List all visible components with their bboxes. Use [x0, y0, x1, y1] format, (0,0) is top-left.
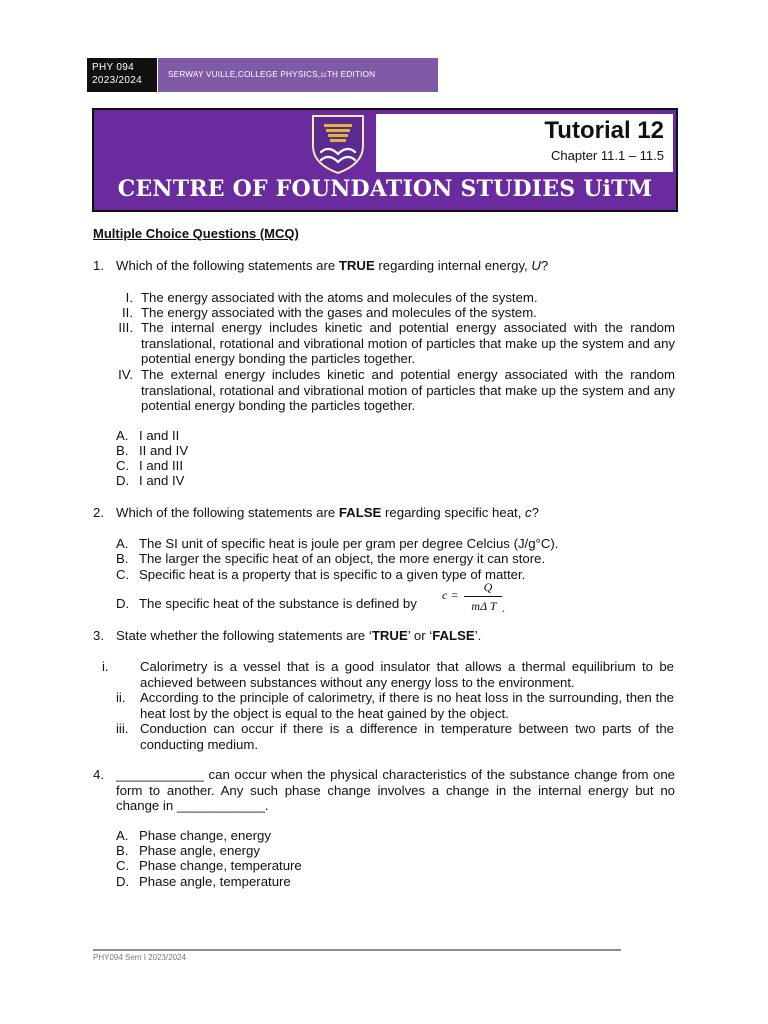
tutorial-title: Tutorial 12 [544, 117, 664, 144]
q2-option-label: C. [116, 567, 130, 582]
q4-option: Phase angle, temperature [139, 874, 291, 889]
q3-stem-text-2: ’ or ‘ [407, 628, 433, 643]
q2-option-label: B. [116, 551, 129, 566]
q4-option: Phase angle, energy [139, 843, 260, 858]
q1-statement: The external energy includes kinetic and potential energy associated with the random translational, rotational and vibrational motion of particles that make up the system and any potential energy bonding the particles together. [141, 367, 675, 413]
q3-statement: According to the principle of calorimetry, if there is no heat loss in the surrounding, then the heat lost by the object is equal to the heat gained by the object. [140, 690, 674, 721]
q2-stem [116, 505, 675, 521]
q1-variable: U [531, 258, 541, 273]
uitm-logo-icon [307, 112, 369, 176]
q2-number: 2. [93, 505, 104, 520]
q4-option: Phase change, temperature [139, 858, 302, 873]
q2-option: The specific heat of the substance is defined by [139, 596, 417, 611]
q2-stem-text-2: regarding specific heat, [381, 505, 526, 520]
q3-statement-label: iii. [116, 721, 129, 736]
textbook-title: SERWAY VUILLE,COLLEGE PHYSICS, [168, 70, 321, 79]
q1-option-label: D. [116, 473, 130, 488]
formula-numerator: Q [483, 580, 493, 594]
q3-keyword-false: FALSE [432, 628, 475, 643]
centre-title: CENTRE OF FOUNDATION STUDIES UiTM [117, 176, 653, 202]
q1-statement-label: II. [122, 305, 133, 320]
textbook-edition-suffix: TH EDITION [326, 70, 376, 79]
q4-stem: ____________ can occur when the physical characteristics of the substance change from one form to another. Any such phase change involves a change in the internal energy but no change in ____________. [116, 767, 675, 813]
q2-stem-end: ? [531, 505, 539, 520]
q1-option-label: A. [116, 428, 129, 443]
q1-keyword: TRUE [338, 258, 375, 273]
q4-option-label: B. [116, 843, 129, 858]
q1-statement: The internal energy includes kinetic and potential energy associated with the random translational, rotational and vibrational motion of particles that make up the system and any potential energy bonding the particles together. [141, 320, 675, 366]
q3-statement-label: i. [102, 659, 109, 674]
formula-denominator: mΔ T [471, 599, 497, 613]
formula-lhs: c = [442, 588, 459, 602]
q4-number: 4. [93, 767, 104, 782]
q1-stem [116, 258, 675, 274]
q2-option-label: A. [116, 536, 129, 551]
q2-option: The larger the specific heat of an object, the more energy it can store. [139, 551, 546, 566]
q4-option-label: C. [116, 858, 130, 873]
chapter-range: Chapter 11.1 – 11.5 [551, 148, 664, 163]
formula-trail: . [502, 601, 505, 615]
q3-stem-text: State whether the following statements are ‘ [116, 628, 372, 643]
textbook-label [158, 58, 438, 92]
q1-stem-text: Which of the following statements are [116, 258, 339, 273]
q4-option-label: A. [116, 828, 129, 843]
q1-statement-label: I. [125, 290, 133, 305]
q1-stem-text-2: regarding internal energy, [374, 258, 532, 273]
q1-option-label: B. [116, 443, 129, 458]
q3-stem [116, 628, 675, 644]
course-code-box [87, 58, 157, 92]
section-title: Multiple Choice Questions (MCQ) [93, 226, 299, 241]
q1-statement: The energy associated with the gases and molecules of the system. [141, 305, 537, 320]
q1-option: I and II [139, 428, 180, 443]
footer-text: PHY094 Sem I 2023/2024 [93, 953, 186, 962]
q1-stem-end: ? [540, 258, 549, 273]
q2-variable: c [525, 505, 532, 520]
q4-option-label: D. [116, 874, 130, 889]
q4-option: Phase change, energy [139, 828, 271, 843]
q2-option: The SI unit of specific heat is joule per gram per degree Celcius (J/g°C). [139, 536, 559, 551]
q1-statement-label: IV. [118, 367, 133, 382]
q3-statement: Conduction can occur if there is a difference in temperature between two parts of the conducting medium. [140, 721, 674, 752]
q1-option: I and III [139, 458, 183, 473]
q3-statement: Calorimetry is a vessel that is a good insulator that allows a thermal equilibrium to be achieved between substances without any energy loss to the environment. [140, 659, 674, 690]
q3-keyword-true: TRUE [371, 628, 408, 643]
q2-stem-text: Which of the following statements are [116, 505, 339, 520]
textbook-edition-number: 11 [320, 73, 327, 79]
q3-stem-end: ’. [474, 628, 482, 643]
course-code: PHY 094 [92, 62, 134, 73]
session: 2023/2024 [92, 75, 142, 86]
q3-statement-label: ii. [116, 690, 126, 705]
formula-fraction-bar [464, 596, 502, 597]
q2-option-label: D. [116, 596, 130, 611]
q1-option: I and IV [139, 473, 185, 488]
q1-statement: The energy associated with the atoms and molecules of the system. [141, 290, 538, 305]
q1-option-label: C. [116, 458, 130, 473]
q2-option: Specific heat is a property that is specific to a given type of matter. [139, 567, 526, 582]
q2-keyword: FALSE [338, 505, 382, 520]
q1-option: II and IV [139, 443, 189, 458]
footer-rule [93, 949, 621, 951]
q1-number: 1. [93, 258, 104, 273]
q1-statement-label: III. [118, 320, 133, 335]
q3-number: 3. [93, 628, 104, 643]
